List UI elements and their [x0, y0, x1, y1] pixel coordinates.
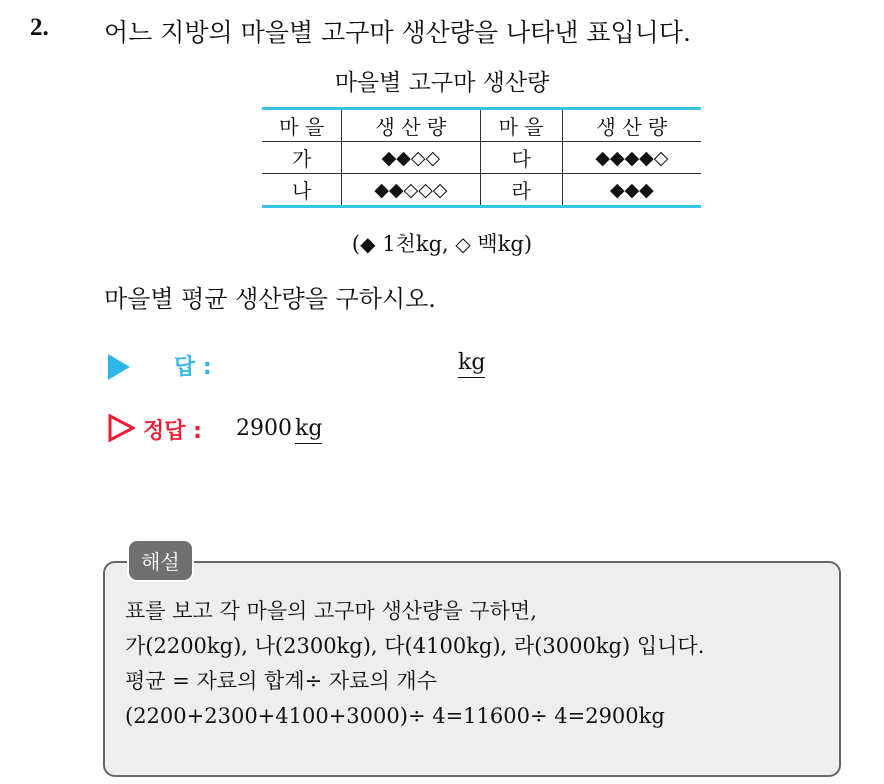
explanation-line: (2200+2300+4100+3000)÷ 4=11600÷ 4=2900kg: [125, 704, 665, 728]
header-village-2: 마 을: [480, 109, 562, 142]
answer-field[interactable]: kg: [458, 350, 485, 378]
header-village-1: 마 을: [279, 115, 325, 139]
village-cell: 가: [262, 142, 342, 174]
production-cell: ◆◆◆: [562, 174, 701, 207]
production-cell: ◆◆◇◇: [342, 142, 480, 174]
village-cell: 라: [480, 174, 562, 207]
legend-small-unit: 백kg): [470, 232, 533, 256]
outline-triangle-icon: [108, 414, 135, 442]
filled-diamond-icon: ◆: [360, 232, 376, 256]
correct-answer-unit: kg: [295, 416, 322, 444]
village-cell: 나: [262, 174, 342, 207]
table-legend: [0, 228, 884, 258]
table-row: [262, 142, 701, 174]
question-prompt: 마을별 평균 생산량을 구하시오.: [104, 285, 436, 313]
production-cell: ◆◆◇◇◇: [342, 174, 480, 207]
correct-answer-value: [236, 416, 322, 441]
correct-answer-number: 2900: [236, 416, 292, 441]
play-triangle-icon: [108, 354, 130, 380]
table-header-row: [262, 109, 701, 142]
explanation-line: 표를 보고 각 마을의 고구마 생산량을 구하면,: [125, 599, 537, 623]
table-row: [262, 174, 701, 207]
legend-open-paren: (: [351, 232, 361, 256]
legend-big-unit: 1천kg,: [375, 232, 456, 256]
question-text: 어느 지방의 마을별 고구마 생산량을 나타낸 표입니다.: [104, 18, 691, 47]
explanation-line: 평균 = 자료의 합계÷ 자료의 개수: [125, 669, 437, 693]
hollow-diamond-icon: ◇: [455, 232, 471, 256]
explanation-line: 가(2200kg), 나(2300kg), 다(4100kg), 라(3000kg) 입니다.: [125, 634, 705, 658]
production-cell: ◆◆◆◆◇: [562, 142, 701, 174]
header-production-2: 생 산 량: [562, 109, 701, 142]
header-production-1: 생 산 량: [342, 109, 480, 142]
question-number: 2.: [30, 14, 49, 41]
correct-answer-label: 정답 :: [143, 419, 202, 444]
production-table: [262, 107, 701, 208]
table-title: 마을별 고구마 생산량: [334, 70, 550, 96]
village-cell: 다: [480, 142, 562, 174]
answer-label: 답 :: [174, 355, 212, 380]
explanation-text: [125, 594, 704, 734]
explanation-tag: 해설: [127, 539, 194, 582]
